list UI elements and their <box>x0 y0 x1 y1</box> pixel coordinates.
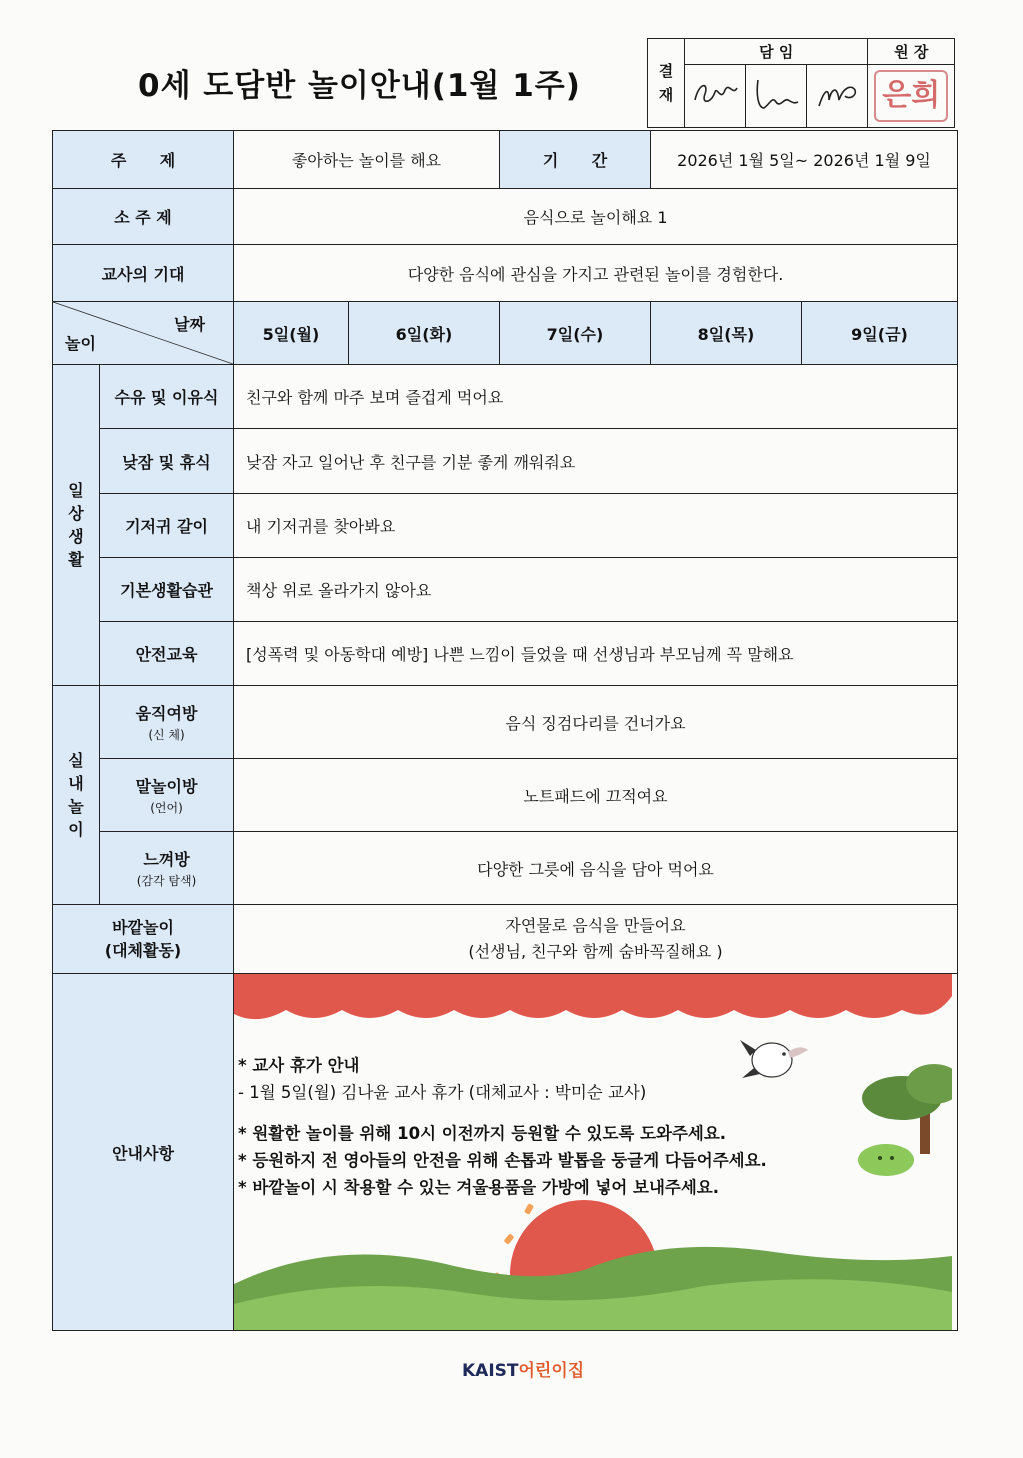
indoor-room-name: 움직여방 <box>135 704 198 723</box>
signature-2-mark <box>750 74 802 114</box>
signature-1-mark <box>689 74 741 114</box>
indoor-room-name: 말놀이방 <box>135 777 198 796</box>
indoor-row-label <box>100 759 234 832</box>
notice-item: * 원활한 놀이를 위해 10시 이전까지 등원할 수 있도록 도와주세요. <box>238 1124 727 1143</box>
notice-label: 안내사항 <box>53 974 234 1331</box>
day-header: 6일(화) <box>349 302 500 365</box>
director-seal: 은희 <box>874 70 948 122</box>
expectation-label: 교사의 기대 <box>53 245 234 302</box>
subtheme-label: 소 주 제 <box>53 189 234 245</box>
day-header: 7일(수) <box>500 302 651 365</box>
footer-brand-kr: 어린이집 <box>518 1361 585 1381</box>
indoor-room-sub: (언어) <box>150 801 183 815</box>
notice-heading: * 교사 휴가 안내 <box>238 1056 360 1075</box>
curtain-decoration <box>234 974 952 1019</box>
day-header: 5일(월) <box>234 302 349 365</box>
director-seal-cell <box>868 65 955 128</box>
notice-item: * 바깥놀이 시 착용할 수 있는 겨울용품을 가방에 넣어 보내주세요. <box>238 1178 720 1197</box>
notice-content <box>234 974 958 1331</box>
indoor-row-value: 다양한 그릇에 음식을 담아 먹어요 <box>234 832 958 905</box>
day-header: 9일(금) <box>802 302 958 365</box>
footer-logo <box>462 1356 584 1381</box>
daily-life-row-value: 책상 위로 올라가지 않아요 <box>234 558 958 622</box>
daily-life-row-value: 내 기저귀를 찾아봐요 <box>234 494 958 558</box>
notice-vacation: - 1월 5일(월) 김나윤 교사 휴가 (대체교사 : 박미순 교사) <box>238 1083 647 1102</box>
subtheme-value: 음식으로 놀이해요 1 <box>234 189 958 245</box>
page-title: 0세 도담반 놀이안내(1월 1주) <box>138 68 581 104</box>
footer-brand: KAIST <box>462 1361 519 1381</box>
indoor-room-sub: (감각 탐색) <box>136 874 197 888</box>
daily-life-row-label: 기저귀 갈이 <box>100 494 234 558</box>
indoor-room-name: 느껴방 <box>143 850 190 869</box>
teacher-header: 담 임 <box>685 39 868 65</box>
day-header-corner <box>53 302 234 365</box>
signature-3-mark <box>811 74 863 114</box>
theme-value: 좋아하는 놀이를 해요 <box>234 131 500 189</box>
expectation-value: 다양한 음식에 관심을 가지고 관련된 놀이를 경험한다. <box>234 245 958 302</box>
outdoor-value <box>234 905 958 974</box>
indoor-row-value: 노트패드에 끄적여요 <box>234 759 958 832</box>
plan-table <box>52 130 958 1331</box>
outdoor-line-1: 자연물로 음식을 만들어요 <box>505 916 686 936</box>
daily-life-row-label: 낮잠 및 휴식 <box>100 429 234 494</box>
director-header: 원 장 <box>868 39 955 65</box>
signature-3 <box>807 65 868 128</box>
indoor-row-value: 음식 징검다리를 건너가요 <box>234 686 958 759</box>
signature-1 <box>685 65 746 128</box>
indoor-row-label <box>100 832 234 905</box>
daily-life-row-value: 친구와 함께 마주 보며 즐겁게 먹어요 <box>234 365 958 429</box>
daily-life-row-label: 수유 및 이유식 <box>100 365 234 429</box>
date-label: 날짜 <box>174 315 205 334</box>
daily-life-row-value: [성폭력 및 아동학대 예방] 나쁜 느낌이 들었을 때 선생님과 부모님께 꼭 말해요 <box>234 622 958 686</box>
daily-life-row-label: 기본생활습관 <box>100 558 234 622</box>
indoor-room-sub: (신 체) <box>148 728 185 742</box>
signature-2 <box>746 65 807 128</box>
approval-box <box>647 38 955 128</box>
indoor-row-label <box>100 686 234 759</box>
play-label: 놀이 <box>65 334 96 353</box>
notice-text <box>238 1052 767 1201</box>
outdoor-label: 바깥놀이 (대체활동) <box>53 905 234 974</box>
indoor-group-label: 실 내 놀 이 <box>53 686 100 905</box>
daily-life-row-label: 안전교육 <box>100 622 234 686</box>
theme-label: 주 제 <box>53 131 234 189</box>
period-value: 2026년 1월 5일~ 2026년 1월 9일 <box>651 131 958 189</box>
day-header: 8일(목) <box>651 302 802 365</box>
outdoor-line-2: (선생님, 친구와 함께 숨바꼭질해요 ) <box>468 942 723 961</box>
approval-side-label: 결 재 <box>648 39 685 128</box>
tree-icon <box>858 1064 952 1176</box>
period-label: 기 간 <box>500 131 651 189</box>
daily-life-group-label: 일 상 생 활 <box>53 365 100 686</box>
notice-item: * 등원하지 전 영아들의 안전을 위해 손톱과 발톱을 둥글게 다듬어주세요. <box>238 1151 767 1170</box>
daily-life-row-value: 낮잠 자고 일어난 후 친구를 기분 좋게 깨워줘요 <box>234 429 958 494</box>
